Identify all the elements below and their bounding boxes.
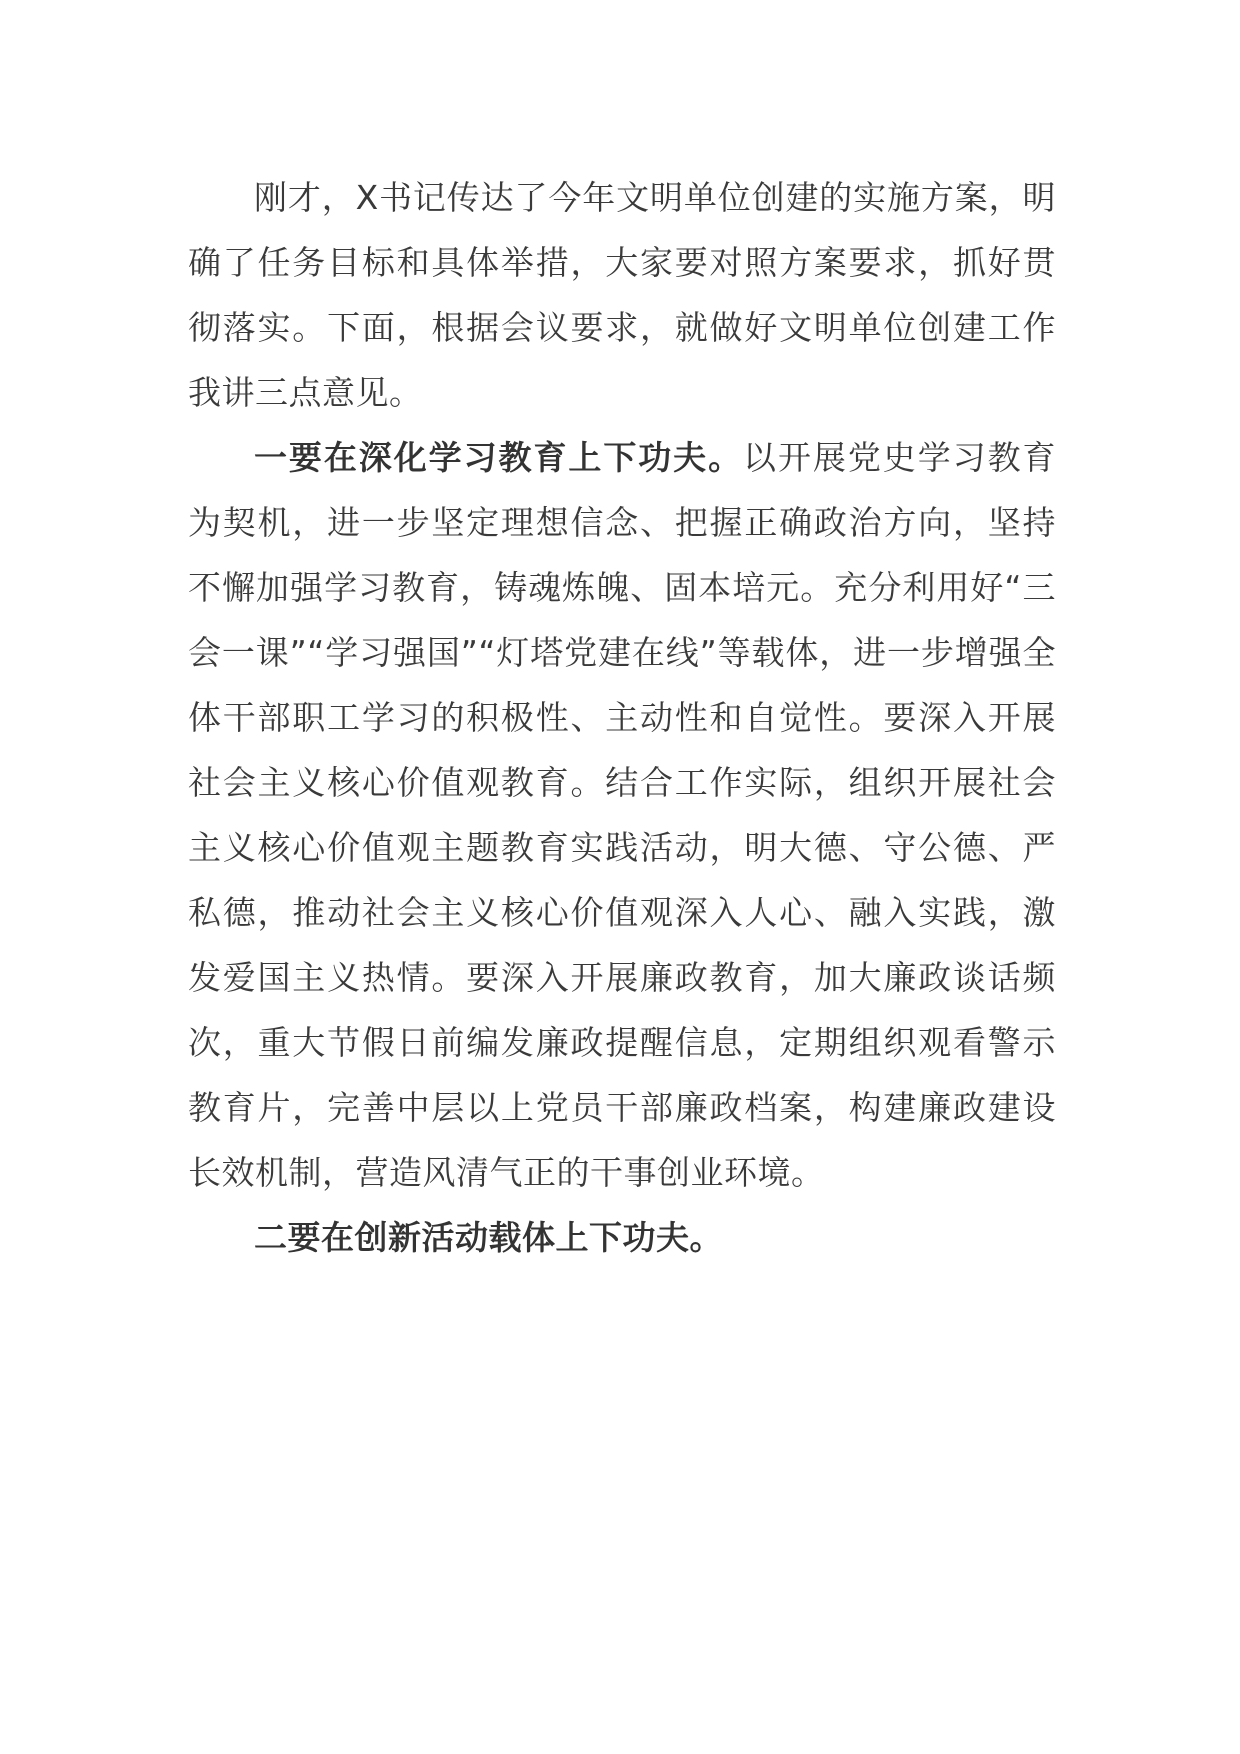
paragraph-opening xyxy=(188,165,1056,425)
paragraph-text: 以开展党史学习教育为契机，进一步坚定理想信念、把握正确政治方向，坚持不懈加强学习教育，铸魂炼魄、固本培元。充分利用好“三会一课”“学习强国”“灯塔党建在线”等载体，进一步增强全体干部职工学习的积极性、主动性和自觉性。要深入开展社会主义核心价值观教育。结合工作实际，组织开展社会主义核心价值观主题教育实践活动，明大德、守公德、严私德，推动社会主义核心价值观深入人心、融入实践，激发爱国主义热情。要深入开展廉政教育，加大廉政谈话频次，重大节假日前编发廉政提醒信息，定期组织观看警示教育片，完善中层以上党员干部廉政档案，构建廉政建设长效机制，营造风清气正的干事创业环境。 xyxy=(188,438,1057,1192)
paragraph-text: 刚才，X书记传达了今年文明单位创建的实施方案，明确了任务目标和具体举措，大家要对照方案要求，抓好贯彻落实。下面，根据会议要求，就做好文明单位创建工作我讲三点意见。 xyxy=(188,178,1056,412)
paragraph-point-one xyxy=(188,425,1056,1205)
paragraph-heading: 一要在深化学习教育上下功夫。 xyxy=(254,438,744,477)
paragraph-point-two xyxy=(188,1205,1056,1270)
document-body xyxy=(188,165,1056,1270)
paragraph-heading: 二要在创新活动载体上下功夫。 xyxy=(254,1218,723,1257)
